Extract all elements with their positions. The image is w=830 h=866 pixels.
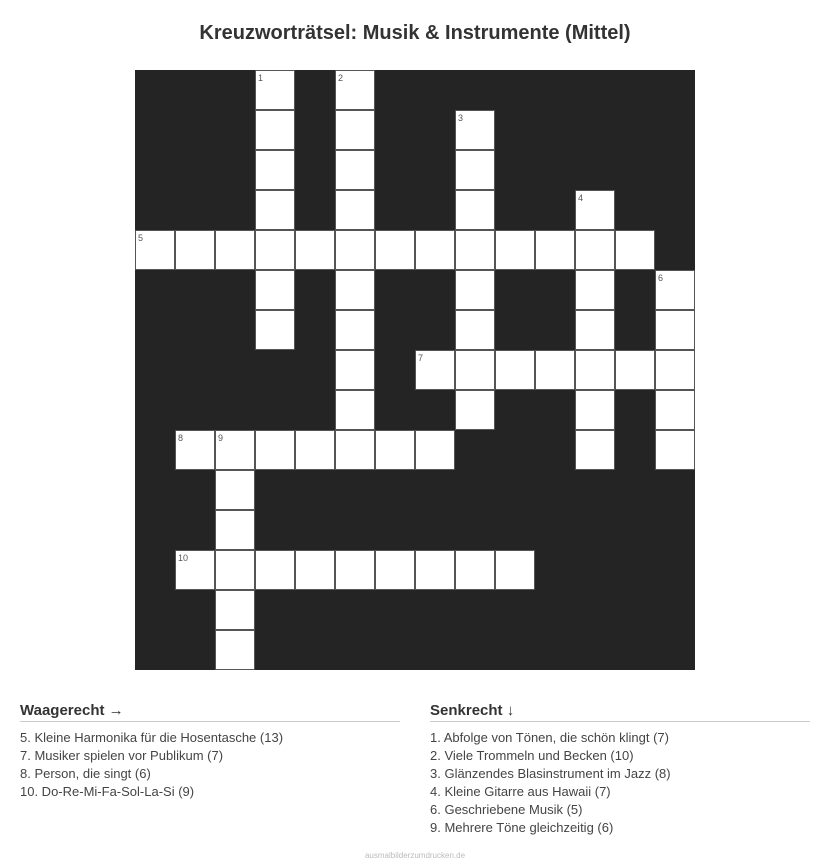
- grid-cell[interactable]: [455, 150, 495, 190]
- grid-cell[interactable]: [655, 350, 695, 390]
- grid-cell[interactable]: [215, 630, 255, 670]
- grid-cell[interactable]: [575, 310, 615, 350]
- footer-credit: ausmalbilderzumdrucken.de: [364, 851, 466, 860]
- grid-cell[interactable]: [175, 550, 215, 590]
- grid-cell[interactable]: [335, 270, 375, 310]
- grid-cell[interactable]: [295, 430, 335, 470]
- clue-down-9: 9. Mehrere Töne gleichzeitig (6): [430, 820, 614, 835]
- grid-cell[interactable]: [455, 350, 495, 390]
- grid-cell[interactable]: [335, 150, 375, 190]
- grid-cell[interactable]: [335, 310, 375, 350]
- grid-cell[interactable]: [335, 350, 375, 390]
- grid-cell[interactable]: [655, 310, 695, 350]
- grid-cell[interactable]: [255, 150, 295, 190]
- clue-number: 7: [418, 353, 424, 363]
- grid-cell[interactable]: [175, 230, 215, 270]
- grid-cell[interactable]: [575, 190, 615, 230]
- clues-down-section: [430, 702, 810, 837]
- grid-cell[interactable]: [375, 230, 415, 270]
- grid-cell[interactable]: [495, 550, 535, 590]
- clue-across-5: 5. Kleine Harmonika für die Hosentasche (13): [20, 730, 284, 745]
- grid-cell[interactable]: [215, 470, 255, 510]
- clue-number: 1: [258, 73, 264, 83]
- grid-cell[interactable]: [615, 230, 655, 270]
- clue-down-6: 6. Geschriebene Musik (5): [430, 802, 583, 817]
- grid-cell[interactable]: [575, 270, 615, 310]
- clue-number: 6: [658, 273, 664, 283]
- grid-cell[interactable]: [335, 190, 375, 230]
- grid-cell[interactable]: [295, 550, 335, 590]
- grid-cell[interactable]: [655, 390, 695, 430]
- grid-cell[interactable]: [455, 390, 495, 430]
- grid-cell[interactable]: [335, 430, 375, 470]
- grid-cell[interactable]: [615, 350, 655, 390]
- grid-cell[interactable]: [335, 110, 375, 150]
- grid-cell[interactable]: [455, 310, 495, 350]
- clue-number: 2: [338, 73, 344, 83]
- grid-cell[interactable]: [575, 230, 615, 270]
- grid-cell[interactable]: [255, 310, 295, 350]
- clue-across-7: 7. Musiker spielen vor Publikum (7): [20, 748, 224, 763]
- grid-cell[interactable]: [255, 190, 295, 230]
- grid-cell[interactable]: [375, 430, 415, 470]
- grid-cell[interactable]: [215, 510, 255, 550]
- grid-cell[interactable]: [295, 230, 335, 270]
- grid-cell[interactable]: [335, 230, 375, 270]
- grid-cell[interactable]: [255, 230, 295, 270]
- grid-cell[interactable]: [455, 550, 495, 590]
- grid-cell[interactable]: [415, 230, 455, 270]
- clue-down-4: 4. Kleine Gitarre aus Hawaii (7): [430, 784, 611, 799]
- grid-cell[interactable]: [215, 550, 255, 590]
- clue-across-10: 10. Do-Re-Mi-Fa-Sol-La-Si (9): [20, 784, 195, 799]
- grid-cell[interactable]: [495, 230, 535, 270]
- clues-across-heading: Waagerecht →: [20, 702, 400, 722]
- grid-cell[interactable]: [175, 430, 215, 470]
- grid-cell[interactable]: [255, 550, 295, 590]
- grid-cell[interactable]: [535, 230, 575, 270]
- grid-cell[interactable]: [255, 70, 295, 110]
- grid-cell[interactable]: [415, 550, 455, 590]
- grid-cell[interactable]: [255, 110, 295, 150]
- clue-number: 9: [218, 433, 224, 443]
- clue-number: 10: [178, 553, 189, 563]
- clues-across-section: [20, 702, 400, 801]
- clue-number: 5: [138, 233, 144, 243]
- grid-cell[interactable]: [335, 550, 375, 590]
- grid-cell[interactable]: [215, 590, 255, 630]
- grid-cell[interactable]: [215, 430, 255, 470]
- clue-number: 4: [578, 193, 584, 203]
- grid-cell[interactable]: [655, 430, 695, 470]
- crossword-grid: [135, 70, 695, 670]
- grid-cell[interactable]: [335, 390, 375, 430]
- grid-cell[interactable]: [655, 270, 695, 310]
- clue-down-2: 2. Viele Trommeln und Becken (10): [430, 748, 634, 763]
- clue-across-8: 8. Person, die singt (6): [20, 766, 151, 781]
- grid-cell[interactable]: [575, 430, 615, 470]
- grid-cell[interactable]: [575, 390, 615, 430]
- grid-cell[interactable]: [415, 350, 455, 390]
- grid-cell[interactable]: [135, 230, 175, 270]
- grid-cell[interactable]: [215, 230, 255, 270]
- clue-number: 8: [178, 433, 184, 443]
- clues-down-heading: Senkrecht ↓: [430, 702, 810, 722]
- page-title: Kreuzworträtsel: Musik & Instrumente (Mittel): [199, 22, 631, 44]
- clue-down-1: 1. Abfolge von Tönen, die schön klingt (7): [430, 730, 669, 745]
- grid-cell[interactable]: [375, 550, 415, 590]
- grid-cell[interactable]: [255, 430, 295, 470]
- clue-number: 3: [458, 113, 464, 123]
- grid-cell[interactable]: [455, 190, 495, 230]
- grid-cell[interactable]: [455, 110, 495, 150]
- grid-cell[interactable]: [335, 70, 375, 110]
- grid-cell[interactable]: [575, 350, 615, 390]
- grid-cell[interactable]: [535, 350, 575, 390]
- grid-cell[interactable]: [455, 270, 495, 310]
- grid-cell[interactable]: [455, 230, 495, 270]
- grid-cell[interactable]: [255, 270, 295, 310]
- clue-down-3: 3. Glänzendes Blasinstrument im Jazz (8): [430, 766, 671, 781]
- grid-cell[interactable]: [495, 350, 535, 390]
- grid-cell[interactable]: [415, 430, 455, 470]
